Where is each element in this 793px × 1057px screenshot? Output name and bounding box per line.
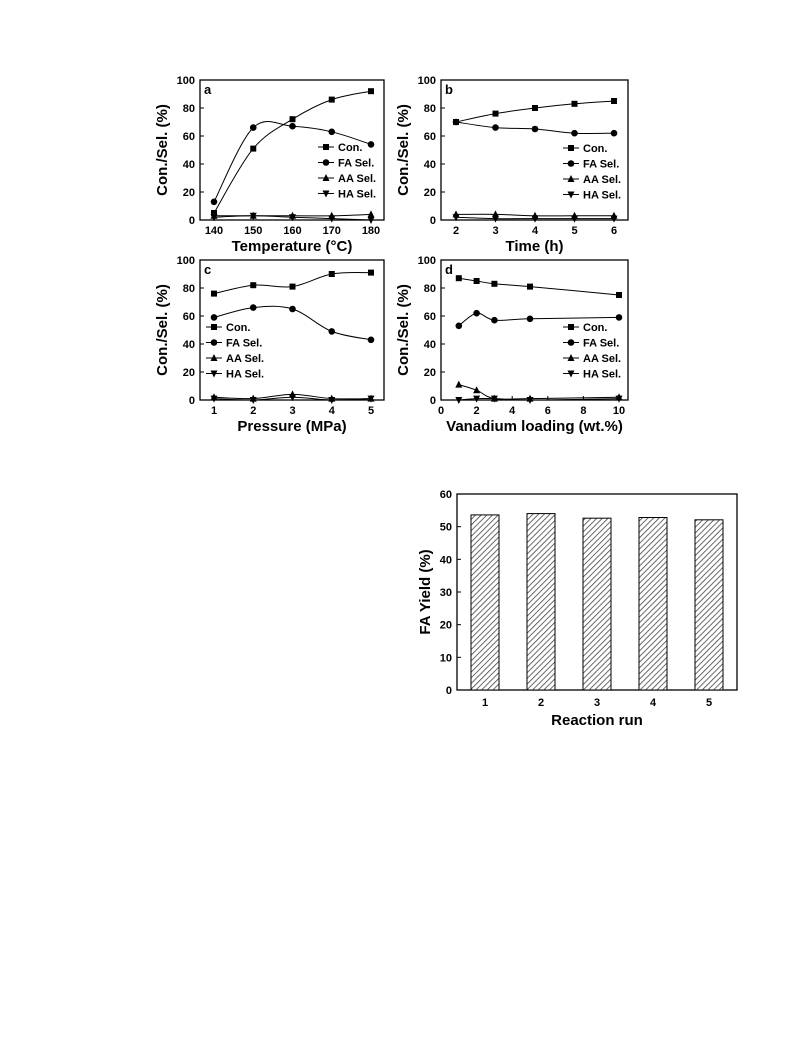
y-axis-label: FA Yield (%) bbox=[417, 549, 434, 635]
series-line-con bbox=[459, 278, 619, 295]
series-line-con bbox=[456, 101, 614, 122]
legend-label: FA Sel. bbox=[583, 158, 620, 171]
data-point-circle bbox=[453, 119, 460, 126]
chart-panel-a bbox=[154, 75, 384, 255]
x-tick-label: 3 bbox=[492, 225, 499, 237]
chart-panel-e bbox=[417, 489, 737, 729]
y-tick-label: 100 bbox=[417, 75, 436, 87]
legend-label: FA Sel. bbox=[338, 157, 375, 170]
legend-label: AA Sel. bbox=[338, 173, 377, 185]
x-tick-label: 6 bbox=[544, 405, 551, 417]
data-point-square bbox=[493, 111, 499, 117]
x-tick-label: 2 bbox=[537, 697, 545, 709]
x-tick-label: 4 bbox=[649, 697, 657, 709]
x-axis-label: Time (h) bbox=[505, 238, 564, 255]
chart-panel-b bbox=[395, 75, 628, 255]
x-tick-label: 3 bbox=[593, 697, 601, 709]
legend-label: AA Sel. bbox=[583, 174, 622, 186]
y-tick-label: 20 bbox=[423, 187, 436, 199]
data-point-square bbox=[616, 292, 622, 298]
series-line-con bbox=[214, 273, 371, 294]
data-point-circle bbox=[250, 124, 257, 131]
legend-marker bbox=[211, 339, 218, 346]
y-tick-label: 100 bbox=[176, 75, 195, 87]
data-point-circle bbox=[328, 129, 335, 136]
x-tick-label: 10 bbox=[612, 405, 626, 417]
legend-label: HA Sel. bbox=[226, 368, 265, 381]
data-point-circle bbox=[473, 310, 480, 317]
data-point-square bbox=[290, 284, 296, 290]
data-point-square bbox=[368, 270, 374, 276]
series-line-aasel bbox=[459, 385, 619, 400]
legend-marker bbox=[323, 144, 329, 150]
y-tick-label: 60 bbox=[182, 311, 195, 323]
y-axis-label: Con./Sel. (%) bbox=[395, 284, 412, 376]
y-tick-label: 20 bbox=[182, 367, 195, 379]
bar-run-3 bbox=[583, 518, 611, 690]
x-axis-label: Vanadium loading (wt.%) bbox=[446, 418, 623, 435]
x-tick-label: 8 bbox=[580, 405, 587, 417]
y-tick-label: 20 bbox=[182, 187, 195, 199]
x-tick-label: 4 bbox=[328, 405, 335, 417]
data-point-triangle-up bbox=[455, 381, 462, 388]
data-point-square bbox=[611, 98, 617, 104]
data-point-square bbox=[329, 97, 335, 103]
y-tick-label: 0 bbox=[188, 215, 195, 227]
panel-letter: c bbox=[204, 262, 212, 277]
y-axis-label: Con./Sel. (%) bbox=[395, 104, 412, 196]
data-point-triangle-up bbox=[368, 210, 375, 217]
data-point-circle bbox=[368, 141, 375, 148]
x-axis-label: Pressure (MPa) bbox=[237, 418, 347, 435]
x-tick-label: 5 bbox=[705, 697, 713, 709]
panel-letter: d bbox=[445, 262, 453, 277]
legend-label: FA Sel. bbox=[583, 337, 620, 350]
x-tick-label: 2 bbox=[250, 405, 257, 417]
y-tick-label: 60 bbox=[423, 131, 436, 143]
y-tick-label: 0 bbox=[445, 685, 452, 697]
y-tick-label: 40 bbox=[423, 159, 436, 171]
legend-label: AA Sel. bbox=[226, 353, 265, 365]
data-point-square bbox=[250, 146, 256, 152]
y-tick-label: 100 bbox=[176, 255, 195, 267]
legend-label: HA Sel. bbox=[583, 368, 622, 381]
panel-letter: b bbox=[445, 82, 453, 97]
bar-run-2 bbox=[527, 514, 555, 690]
x-tick-label: 3 bbox=[289, 405, 296, 417]
x-tick-label: 1 bbox=[210, 405, 218, 417]
y-tick-label: 40 bbox=[439, 554, 452, 567]
y-tick-label: 60 bbox=[423, 311, 436, 323]
y-tick-label: 0 bbox=[429, 395, 436, 407]
data-point-square bbox=[250, 282, 256, 288]
y-tick-label: 60 bbox=[182, 131, 195, 143]
data-point-circle bbox=[250, 304, 257, 311]
data-point-circle bbox=[456, 323, 463, 330]
data-point-circle bbox=[211, 199, 218, 206]
data-point-circle bbox=[211, 314, 218, 321]
x-tick-label: 170 bbox=[322, 225, 341, 237]
y-axis-label: Con./Sel. (%) bbox=[154, 284, 171, 376]
data-point-square bbox=[491, 281, 497, 287]
x-tick-label: 6 bbox=[610, 225, 618, 237]
data-point-square bbox=[572, 101, 578, 107]
y-tick-label: 0 bbox=[188, 395, 195, 407]
legend-marker bbox=[568, 160, 575, 167]
legend-label: Con. bbox=[226, 322, 251, 334]
y-tick-label: 40 bbox=[182, 159, 195, 171]
data-point-square bbox=[368, 88, 374, 94]
y-tick-label: 80 bbox=[423, 103, 436, 115]
x-tick-label: 1 bbox=[481, 697, 489, 709]
data-point-square bbox=[474, 278, 480, 284]
bar-run-4 bbox=[639, 518, 667, 690]
data-point-circle bbox=[616, 314, 623, 321]
x-axis-label: Temperature (°C) bbox=[231, 238, 353, 255]
legend-label: HA Sel. bbox=[338, 188, 377, 201]
legend-label: FA Sel. bbox=[226, 337, 263, 350]
data-point-square bbox=[290, 116, 296, 122]
legend-marker bbox=[323, 159, 330, 166]
y-tick-label: 80 bbox=[423, 283, 436, 295]
data-point-circle bbox=[328, 328, 335, 335]
x-tick-label: 150 bbox=[244, 225, 263, 237]
legend-label: HA Sel. bbox=[583, 189, 622, 202]
data-point-circle bbox=[289, 123, 296, 130]
legend-label: AA Sel. bbox=[583, 353, 622, 365]
bar-run-5 bbox=[695, 520, 723, 690]
y-tick-label: 0 bbox=[429, 215, 436, 227]
panel-letter: a bbox=[204, 82, 212, 97]
x-tick-label: 180 bbox=[361, 225, 381, 237]
y-tick-label: 40 bbox=[423, 339, 436, 351]
x-axis-label: Reaction run bbox=[551, 712, 643, 729]
y-tick-label: 50 bbox=[439, 521, 452, 534]
x-tick-label: 4 bbox=[531, 225, 539, 237]
x-tick-label: 5 bbox=[367, 405, 375, 417]
y-tick-label: 40 bbox=[182, 339, 195, 351]
chart-panel-c bbox=[154, 255, 384, 435]
y-tick-label: 60 bbox=[439, 489, 452, 501]
legend-label: Con. bbox=[583, 322, 608, 334]
y-axis-label: Con./Sel. (%) bbox=[154, 104, 171, 196]
legend-marker bbox=[568, 339, 575, 346]
legend-marker bbox=[568, 145, 574, 151]
x-tick-label: 140 bbox=[204, 225, 224, 237]
data-point-circle bbox=[289, 306, 296, 313]
data-point-square bbox=[211, 291, 217, 297]
data-point-circle bbox=[491, 317, 498, 324]
data-point-circle bbox=[532, 126, 539, 133]
x-tick-label: 2 bbox=[452, 225, 460, 237]
data-point-square bbox=[456, 275, 462, 281]
legend-marker bbox=[568, 324, 574, 330]
legend-marker bbox=[211, 324, 217, 330]
bar-run-1 bbox=[471, 515, 499, 690]
y-tick-label: 80 bbox=[182, 283, 195, 295]
data-point-square bbox=[532, 105, 538, 111]
data-point-circle bbox=[492, 124, 499, 131]
chart-panel-d bbox=[395, 255, 628, 435]
x-tick-label: 4 bbox=[509, 405, 516, 417]
data-point-square bbox=[527, 284, 533, 290]
data-point-circle bbox=[368, 337, 375, 344]
x-tick-label: 0 bbox=[437, 405, 445, 417]
y-tick-label: 10 bbox=[439, 652, 452, 665]
y-tick-label: 20 bbox=[423, 367, 436, 379]
legend-label: Con. bbox=[338, 142, 363, 154]
data-point-circle bbox=[611, 130, 618, 137]
data-point-circle bbox=[527, 316, 534, 323]
data-point-square bbox=[329, 271, 335, 277]
legend-label: Con. bbox=[583, 143, 608, 155]
x-tick-label: 160 bbox=[283, 225, 302, 237]
y-tick-label: 20 bbox=[439, 619, 452, 632]
x-tick-label: 2 bbox=[473, 405, 480, 417]
y-tick-label: 100 bbox=[417, 255, 436, 267]
data-point-circle bbox=[571, 130, 578, 137]
y-tick-label: 30 bbox=[439, 587, 452, 599]
y-tick-label: 80 bbox=[182, 103, 195, 115]
x-tick-label: 5 bbox=[571, 225, 578, 237]
